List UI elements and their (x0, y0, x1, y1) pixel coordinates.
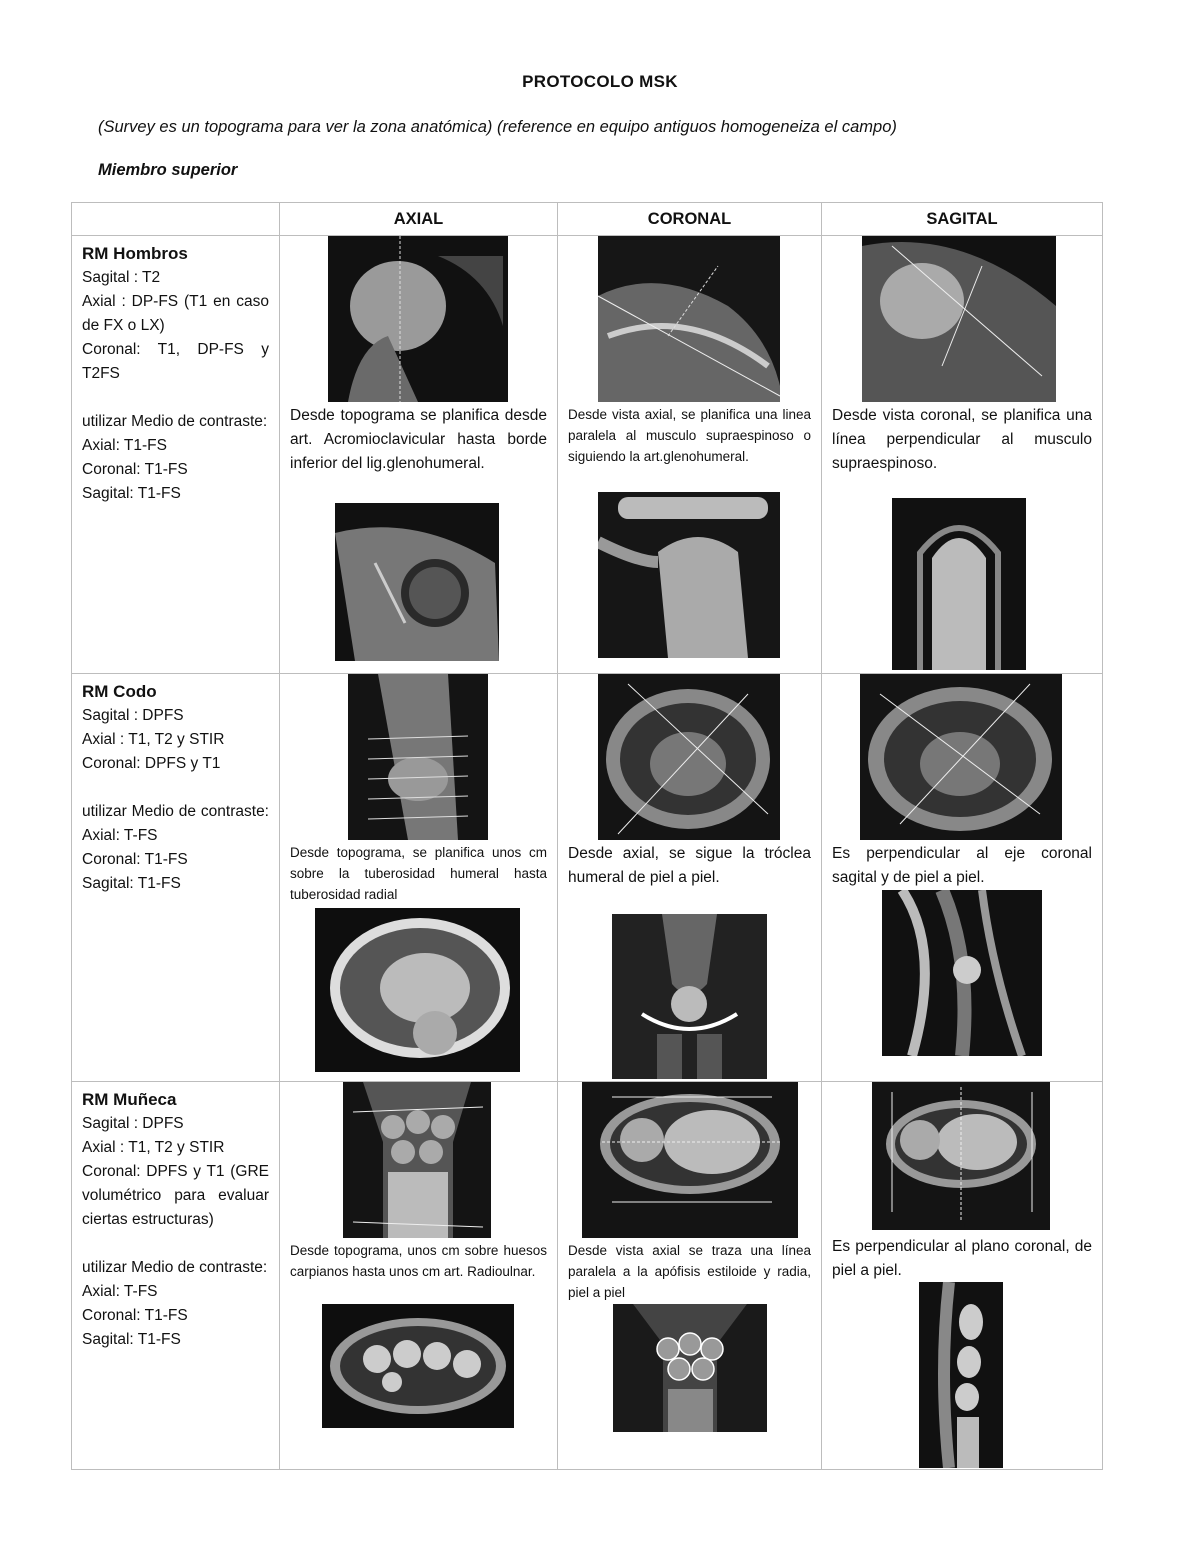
table-row-codo (72, 674, 1103, 1082)
cell-codo-sagital (822, 674, 1103, 1082)
protocol-table (71, 202, 1103, 1470)
protocol-line: Coronal: DPFS y T1 (82, 755, 221, 772)
mri-elbow-sagital-image (882, 890, 1042, 1056)
page-title: PROTOCOLO MSK (522, 72, 678, 91)
cell-muneca-coronal (558, 1082, 822, 1470)
row-label-muneca (72, 1082, 280, 1470)
coronal-description: Desde vista axial, se planifica una linea paralela al musculo supraespinoso o siguiendo la art.glenohumeral. (568, 407, 811, 464)
section-heading: Miembro superior (98, 161, 238, 179)
protocol-line: Sagital : T2 (82, 269, 161, 286)
protocol-line: Axial : T1, T2 y STIR (82, 731, 225, 748)
protocol-line: Sagital : DPFS (82, 707, 184, 724)
protocol-line: Coronal: T1, DP-FS y T2FS (82, 341, 269, 382)
mri-wrist-coronal-image (613, 1304, 767, 1432)
mri-elbow-axial-planning-image (598, 674, 780, 840)
mri-shoulder-axial-planning-image (598, 236, 780, 402)
axial-description: Desde topograma, unos cm sobre huesos carpianos hasta unos cm art. Radioulnar. (290, 1243, 547, 1279)
axial-description: Desde topograma se planifica desde art. Acromioclavicular hasta borde inferior del lig.glenohumeral. (290, 407, 547, 472)
row-name: RM Codo (82, 682, 157, 701)
header-sagital: SAGITAL (822, 203, 1103, 236)
mri-wrist-axial-planning-image (582, 1082, 798, 1238)
contrast-line: utilizar Medio de contraste: Axial: T-FS (82, 803, 269, 844)
axial-description: Desde topograma, se planifica unos cm sobre la tuberosidad humeral hasta tuberosidad radial (290, 845, 547, 902)
header-axial: AXIAL (280, 203, 558, 236)
mri-shoulder-sagital-image (892, 498, 1026, 670)
cell-hombros-coronal (558, 236, 822, 674)
coronal-description: Desde vista axial se traza una línea paralela a la apófisis estiloide y radia, piel a piel (568, 1243, 811, 1300)
protocol-line: Axial : DP-FS (T1 en caso de FX o LX) (82, 293, 269, 334)
protocol-line: Axial : T1, T2 y STIR (82, 1139, 225, 1156)
table-header-row (72, 203, 1103, 236)
mri-shoulder-coronal-planning-image (328, 236, 508, 402)
coronal-description: Desde axial, se sigue la tróclea humeral de piel a piel. (568, 845, 811, 886)
cell-codo-axial (280, 674, 558, 1082)
sagital-description: Es perpendicular al plano coronal, de piel a piel. (832, 1238, 1092, 1279)
contrast-line: Coronal: T1-FS (82, 461, 188, 478)
contrast-line: Sagital: T1-FS (82, 875, 181, 892)
cell-hombros-axial (280, 236, 558, 674)
cell-codo-coronal (558, 674, 822, 1082)
protocol-line: Coronal: DPFS y T1 (GRE volumétrico para evaluar ciertas estructuras) (82, 1163, 269, 1228)
contrast-line: Coronal: T1-FS (82, 1307, 188, 1324)
mri-shoulder-coronal-planning-image-2 (862, 236, 1056, 402)
mri-elbow-coronal-image (612, 914, 767, 1079)
mri-wrist-axial-planning-image-2 (872, 1082, 1050, 1230)
header-coronal: CORONAL (558, 203, 822, 236)
sagital-description: Es perpendicular al eje coronal sagital y de piel a piel. (832, 845, 1092, 886)
mri-wrist-axial-image (322, 1304, 514, 1428)
header-empty (72, 203, 280, 236)
mri-elbow-axial-planning-image-2 (860, 674, 1062, 840)
row-name: RM Hombros (82, 244, 188, 263)
contrast-line: Sagital: T1-FS (82, 485, 181, 502)
sagital-description: Desde vista coronal, se planifica una línea perpendicular al musculo supraespinoso. (832, 407, 1092, 472)
contrast-line: Axial: T1-FS (82, 437, 167, 454)
mri-wrist-planning-image (343, 1082, 491, 1238)
table-row-muneca (72, 1082, 1103, 1470)
contrast-line: Sagital: T1-FS (82, 1331, 181, 1348)
mri-shoulder-coronal-image (598, 492, 780, 658)
protocol-line: Sagital : DPFS (82, 1115, 184, 1132)
mri-elbow-planning-image (348, 674, 488, 840)
mri-wrist-sagital-image (919, 1282, 1003, 1468)
mri-elbow-axial-image (315, 908, 520, 1072)
row-label-hombros (72, 236, 280, 674)
contrast-line: utilizar Medio de contraste: (82, 1259, 268, 1276)
cell-hombros-sagital (822, 236, 1103, 674)
table-row-hombros (72, 236, 1103, 674)
contrast-line: Coronal: T1-FS (82, 851, 188, 868)
contrast-line: utilizar Medio de contraste: (82, 413, 268, 430)
contrast-line: Axial: T-FS (82, 1283, 158, 1300)
subtitle: (Survey es un topograma para ver la zona anatómica) (reference en equipo antiguos homogeneiza el campo) (98, 118, 897, 136)
cell-muneca-sagital (822, 1082, 1103, 1470)
row-label-codo (72, 674, 280, 1082)
cell-muneca-axial (280, 1082, 558, 1470)
row-name: RM Muñeca (82, 1090, 177, 1109)
mri-shoulder-axial-image (335, 503, 499, 661)
